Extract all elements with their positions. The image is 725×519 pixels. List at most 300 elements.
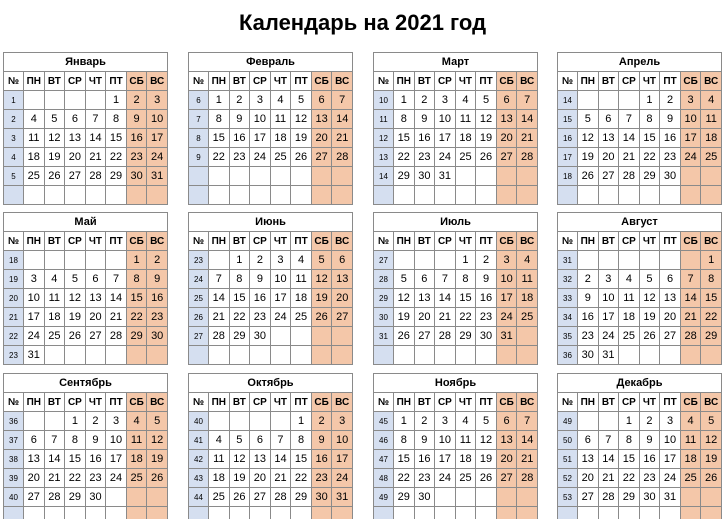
day-cell: 7 — [517, 412, 538, 431]
week-row — [374, 507, 538, 519]
day-cell — [65, 186, 86, 205]
month-block — [3, 52, 167, 205]
day-cell: 23 — [660, 148, 681, 167]
day-cell — [229, 412, 250, 431]
day-cell — [291, 327, 312, 346]
weekday-header: ПТ — [476, 72, 497, 91]
day-cell — [517, 507, 538, 519]
day-cell — [209, 507, 230, 519]
day-cell — [598, 412, 619, 431]
day-cell — [65, 346, 86, 365]
week-number — [4, 507, 24, 519]
day-cell: 22 — [619, 469, 640, 488]
month-block — [188, 373, 352, 519]
day-cell — [332, 507, 353, 519]
day-cell — [85, 91, 106, 110]
day-cell: 18 — [270, 129, 291, 148]
day-cell: 30 — [414, 488, 435, 507]
day-cell — [619, 91, 640, 110]
week-row — [558, 270, 722, 289]
day-cell: 26 — [311, 308, 332, 327]
day-cell: 28 — [517, 469, 538, 488]
day-cell: 22 — [291, 469, 312, 488]
day-cell: 31 — [435, 167, 456, 186]
weekday-header: ЧТ — [455, 72, 476, 91]
day-cell — [106, 488, 127, 507]
day-cell: 25 — [209, 488, 230, 507]
day-cell: 15 — [106, 129, 127, 148]
week-number: 29 — [374, 289, 394, 308]
day-cell: 10 — [435, 110, 456, 129]
week-number — [189, 167, 209, 186]
week-row — [558, 469, 722, 488]
day-cell: 6 — [496, 412, 517, 431]
day-cell: 15 — [209, 129, 230, 148]
week-number: 18 — [4, 251, 24, 270]
day-cell — [209, 412, 230, 431]
week-number — [558, 186, 578, 205]
day-cell: 30 — [476, 327, 497, 346]
week-number: 14 — [558, 91, 578, 110]
day-cell: 20 — [496, 450, 517, 469]
day-cell: 19 — [291, 129, 312, 148]
day-cell: 27 — [332, 308, 353, 327]
weekday-header: ПН — [209, 72, 230, 91]
day-cell: 5 — [394, 270, 415, 289]
day-cell: 24 — [660, 469, 681, 488]
day-cell: 18 — [701, 129, 722, 148]
weekday-header: СБ — [680, 232, 701, 251]
week-number: 1 — [4, 91, 24, 110]
day-cell: 14 — [598, 450, 619, 469]
day-cell — [270, 167, 291, 186]
day-cell: 20 — [598, 148, 619, 167]
week-row — [558, 289, 722, 308]
day-cell: 9 — [229, 110, 250, 129]
day-cell: 13 — [660, 289, 681, 308]
day-cell: 15 — [229, 289, 250, 308]
day-cell — [24, 91, 45, 110]
day-cell: 2 — [578, 270, 599, 289]
day-cell — [414, 507, 435, 519]
day-cell — [680, 488, 701, 507]
weekday-header: СБ — [311, 393, 332, 412]
day-cell: 24 — [435, 148, 456, 167]
day-cell: 9 — [147, 270, 168, 289]
week-number: 17 — [558, 148, 578, 167]
day-cell: 13 — [311, 110, 332, 129]
day-cell — [106, 251, 127, 270]
weekday-header: ПН — [24, 72, 45, 91]
day-cell: 9 — [476, 270, 497, 289]
week-number: 36 — [558, 346, 578, 365]
week-row — [374, 289, 538, 308]
day-cell: 12 — [476, 110, 497, 129]
day-cell: 6 — [496, 91, 517, 110]
month-table — [3, 373, 168, 519]
day-cell — [701, 346, 722, 365]
day-cell — [639, 346, 660, 365]
day-cell: 1 — [701, 251, 722, 270]
weekday-header: ВС — [701, 393, 722, 412]
week-number: 39 — [4, 469, 24, 488]
weekday-header: СБ — [126, 232, 147, 251]
week-number: 26 — [189, 308, 209, 327]
day-cell: 22 — [106, 148, 127, 167]
day-cell: 9 — [250, 270, 271, 289]
day-cell — [619, 251, 640, 270]
day-cell: 15 — [639, 129, 660, 148]
week-number: 40 — [189, 412, 209, 431]
day-cell: 11 — [270, 110, 291, 129]
month-name: Март — [374, 53, 538, 72]
month-table — [188, 373, 353, 519]
day-cell: 8 — [65, 431, 86, 450]
day-cell: 11 — [455, 110, 476, 129]
weekday-header: СБ — [126, 393, 147, 412]
day-cell: 19 — [147, 450, 168, 469]
day-cell: 11 — [24, 129, 45, 148]
weekday-header: ПТ — [291, 72, 312, 91]
day-cell: 17 — [24, 308, 45, 327]
day-cell: 11 — [291, 270, 312, 289]
day-cell: 9 — [660, 110, 681, 129]
day-cell: 25 — [270, 148, 291, 167]
day-cell: 17 — [435, 129, 456, 148]
day-cell: 21 — [106, 308, 127, 327]
day-cell — [44, 251, 65, 270]
month-table — [373, 373, 538, 519]
day-cell — [291, 167, 312, 186]
weekday-header: СБ — [126, 72, 147, 91]
day-cell — [24, 251, 45, 270]
week-row — [374, 148, 538, 167]
day-cell — [270, 186, 291, 205]
day-cell: 28 — [680, 327, 701, 346]
month-table — [557, 373, 722, 519]
week-row — [189, 270, 353, 289]
week-number: 31 — [374, 327, 394, 346]
day-cell: 14 — [85, 129, 106, 148]
day-cell: 27 — [496, 148, 517, 167]
weekday-header: ВТ — [598, 232, 619, 251]
day-cell: 20 — [65, 148, 86, 167]
day-cell: 14 — [435, 289, 456, 308]
day-cell: 24 — [147, 148, 168, 167]
day-cell: 7 — [332, 91, 353, 110]
day-cell: 29 — [701, 327, 722, 346]
weekday-header: ВТ — [414, 232, 435, 251]
day-cell: 31 — [598, 346, 619, 365]
day-cell: 10 — [147, 110, 168, 129]
day-cell: 9 — [639, 431, 660, 450]
day-cell: 13 — [85, 289, 106, 308]
day-cell: 2 — [229, 91, 250, 110]
day-cell: 2 — [660, 91, 681, 110]
week-row — [189, 129, 353, 148]
day-cell: 27 — [598, 167, 619, 186]
day-cell: 17 — [435, 450, 456, 469]
day-cell: 7 — [270, 431, 291, 450]
day-cell — [435, 251, 456, 270]
day-cell: 6 — [598, 110, 619, 129]
day-cell: 6 — [250, 431, 271, 450]
weekday-header: ПТ — [106, 232, 127, 251]
day-cell: 17 — [680, 129, 701, 148]
day-cell: 4 — [44, 270, 65, 289]
weekday-header: ЧТ — [85, 232, 106, 251]
day-cell: 29 — [229, 327, 250, 346]
weekday-header: СР — [65, 232, 86, 251]
weekday-header: СР — [250, 72, 271, 91]
day-cell — [394, 346, 415, 365]
day-cell — [394, 251, 415, 270]
week-row — [189, 412, 353, 431]
week-row — [4, 270, 168, 289]
week-row — [374, 431, 538, 450]
week-number — [4, 186, 24, 205]
day-cell: 29 — [455, 327, 476, 346]
day-cell: 17 — [147, 129, 168, 148]
day-cell — [496, 507, 517, 519]
day-cell — [476, 346, 497, 365]
day-cell: 3 — [660, 412, 681, 431]
day-cell: 18 — [680, 450, 701, 469]
day-cell: 18 — [209, 469, 230, 488]
day-cell: 19 — [476, 450, 497, 469]
month-block — [557, 212, 721, 365]
day-cell — [639, 186, 660, 205]
day-cell: 17 — [496, 289, 517, 308]
weekday-header: СБ — [680, 72, 701, 91]
day-cell: 23 — [311, 469, 332, 488]
month-block — [188, 212, 352, 365]
day-cell: 27 — [24, 488, 45, 507]
day-cell: 20 — [85, 308, 106, 327]
weekday-header: ВТ — [598, 72, 619, 91]
day-cell: 5 — [147, 412, 168, 431]
day-cell: 30 — [660, 167, 681, 186]
day-cell: 31 — [660, 488, 681, 507]
day-cell: 3 — [598, 270, 619, 289]
day-cell: 12 — [291, 110, 312, 129]
day-cell: 4 — [455, 412, 476, 431]
day-cell — [126, 507, 147, 519]
day-cell: 27 — [660, 327, 681, 346]
week-row — [189, 450, 353, 469]
day-cell: 4 — [270, 91, 291, 110]
day-cell: 23 — [85, 469, 106, 488]
day-cell — [291, 346, 312, 365]
day-cell — [209, 186, 230, 205]
day-cell — [619, 346, 640, 365]
day-cell — [414, 186, 435, 205]
day-cell: 15 — [65, 450, 86, 469]
day-cell — [24, 186, 45, 205]
day-cell: 22 — [455, 308, 476, 327]
day-cell: 6 — [24, 431, 45, 450]
weekday-header: ЧТ — [455, 232, 476, 251]
week-row — [558, 91, 722, 110]
day-cell — [24, 412, 45, 431]
day-cell — [455, 507, 476, 519]
week-row — [189, 469, 353, 488]
day-cell: 19 — [44, 148, 65, 167]
week-row — [558, 129, 722, 148]
weekday-header: ПН — [578, 232, 599, 251]
day-cell — [126, 186, 147, 205]
day-cell: 8 — [639, 110, 660, 129]
day-cell: 31 — [147, 167, 168, 186]
day-cell: 23 — [147, 308, 168, 327]
week-row — [4, 251, 168, 270]
day-cell: 15 — [126, 289, 147, 308]
day-cell — [229, 186, 250, 205]
day-cell: 22 — [701, 308, 722, 327]
month-name: Сентябрь — [4, 374, 168, 393]
day-cell — [517, 186, 538, 205]
day-cell — [435, 346, 456, 365]
weekday-header: СБ — [680, 393, 701, 412]
weekday-header: ПТ — [476, 232, 497, 251]
day-cell: 30 — [147, 327, 168, 346]
day-cell: 21 — [209, 308, 230, 327]
day-cell — [619, 186, 640, 205]
day-cell — [250, 186, 271, 205]
week-number: 21 — [4, 308, 24, 327]
week-row — [4, 148, 168, 167]
month-block — [373, 212, 537, 365]
day-cell: 18 — [619, 308, 640, 327]
week-row — [4, 469, 168, 488]
day-cell — [332, 186, 353, 205]
week-number: 37 — [4, 431, 24, 450]
week-number: 4 — [4, 148, 24, 167]
day-cell: 17 — [250, 129, 271, 148]
day-cell — [65, 507, 86, 519]
week-number: 41 — [189, 431, 209, 450]
weekday-header: ВТ — [229, 232, 250, 251]
day-cell: 12 — [229, 450, 250, 469]
day-cell: 1 — [619, 412, 640, 431]
day-cell: 1 — [229, 251, 250, 270]
day-cell — [106, 346, 127, 365]
day-cell: 4 — [455, 91, 476, 110]
day-cell — [229, 346, 250, 365]
day-cell: 24 — [270, 308, 291, 327]
day-cell: 24 — [496, 308, 517, 327]
day-cell — [680, 251, 701, 270]
day-cell: 21 — [44, 469, 65, 488]
day-cell: 31 — [24, 346, 45, 365]
day-cell: 13 — [578, 450, 599, 469]
week-row — [189, 186, 353, 205]
day-cell: 8 — [291, 431, 312, 450]
day-cell: 7 — [209, 270, 230, 289]
week-number: 9 — [189, 148, 209, 167]
month-name: Июнь — [189, 213, 353, 232]
day-cell: 26 — [394, 327, 415, 346]
day-cell — [24, 507, 45, 519]
week-number: 25 — [189, 289, 209, 308]
day-cell: 7 — [85, 110, 106, 129]
day-cell — [476, 507, 497, 519]
day-cell: 14 — [332, 110, 353, 129]
day-cell: 11 — [619, 289, 640, 308]
day-cell: 15 — [619, 450, 640, 469]
week-number: 22 — [4, 327, 24, 346]
day-cell: 18 — [517, 289, 538, 308]
week-number: 53 — [558, 488, 578, 507]
day-cell: 25 — [126, 469, 147, 488]
day-cell: 29 — [619, 488, 640, 507]
day-cell: 23 — [476, 308, 497, 327]
day-cell: 25 — [44, 327, 65, 346]
day-cell — [311, 167, 332, 186]
day-cell: 26 — [701, 469, 722, 488]
week-number: 2 — [4, 110, 24, 129]
day-cell: 10 — [332, 431, 353, 450]
day-cell: 25 — [619, 327, 640, 346]
day-cell: 28 — [332, 148, 353, 167]
weekday-header: СР — [250, 393, 271, 412]
day-cell: 5 — [291, 91, 312, 110]
week-number: 7 — [189, 110, 209, 129]
day-cell — [517, 327, 538, 346]
day-cell: 12 — [65, 289, 86, 308]
day-cell: 30 — [311, 488, 332, 507]
day-cell — [209, 167, 230, 186]
weekday-header: ВС — [147, 393, 168, 412]
day-cell — [65, 251, 86, 270]
weekday-header: ВТ — [414, 72, 435, 91]
day-cell — [229, 507, 250, 519]
week-number: 42 — [189, 450, 209, 469]
day-cell: 19 — [639, 308, 660, 327]
weekday-header: ПН — [209, 232, 230, 251]
week-number-header: № — [558, 232, 578, 251]
day-cell — [311, 186, 332, 205]
day-cell: 7 — [106, 270, 127, 289]
day-cell: 23 — [414, 148, 435, 167]
day-cell — [455, 186, 476, 205]
week-number: 52 — [558, 469, 578, 488]
day-cell: 12 — [639, 289, 660, 308]
day-cell — [250, 507, 271, 519]
day-cell — [476, 167, 497, 186]
day-cell: 15 — [394, 450, 415, 469]
weekday-header: ПН — [578, 72, 599, 91]
week-number: 8 — [189, 129, 209, 148]
day-cell — [126, 488, 147, 507]
week-row — [374, 129, 538, 148]
day-cell — [44, 507, 65, 519]
day-cell: 13 — [414, 289, 435, 308]
day-cell: 5 — [311, 251, 332, 270]
week-row — [4, 91, 168, 110]
day-cell: 3 — [250, 91, 271, 110]
day-cell: 28 — [517, 148, 538, 167]
day-cell — [496, 488, 517, 507]
day-cell: 16 — [126, 129, 147, 148]
week-row — [374, 450, 538, 469]
day-cell — [270, 412, 291, 431]
day-cell: 20 — [250, 469, 271, 488]
month-table — [557, 212, 722, 365]
day-cell — [639, 251, 660, 270]
day-cell: 10 — [250, 110, 271, 129]
day-cell — [126, 346, 147, 365]
